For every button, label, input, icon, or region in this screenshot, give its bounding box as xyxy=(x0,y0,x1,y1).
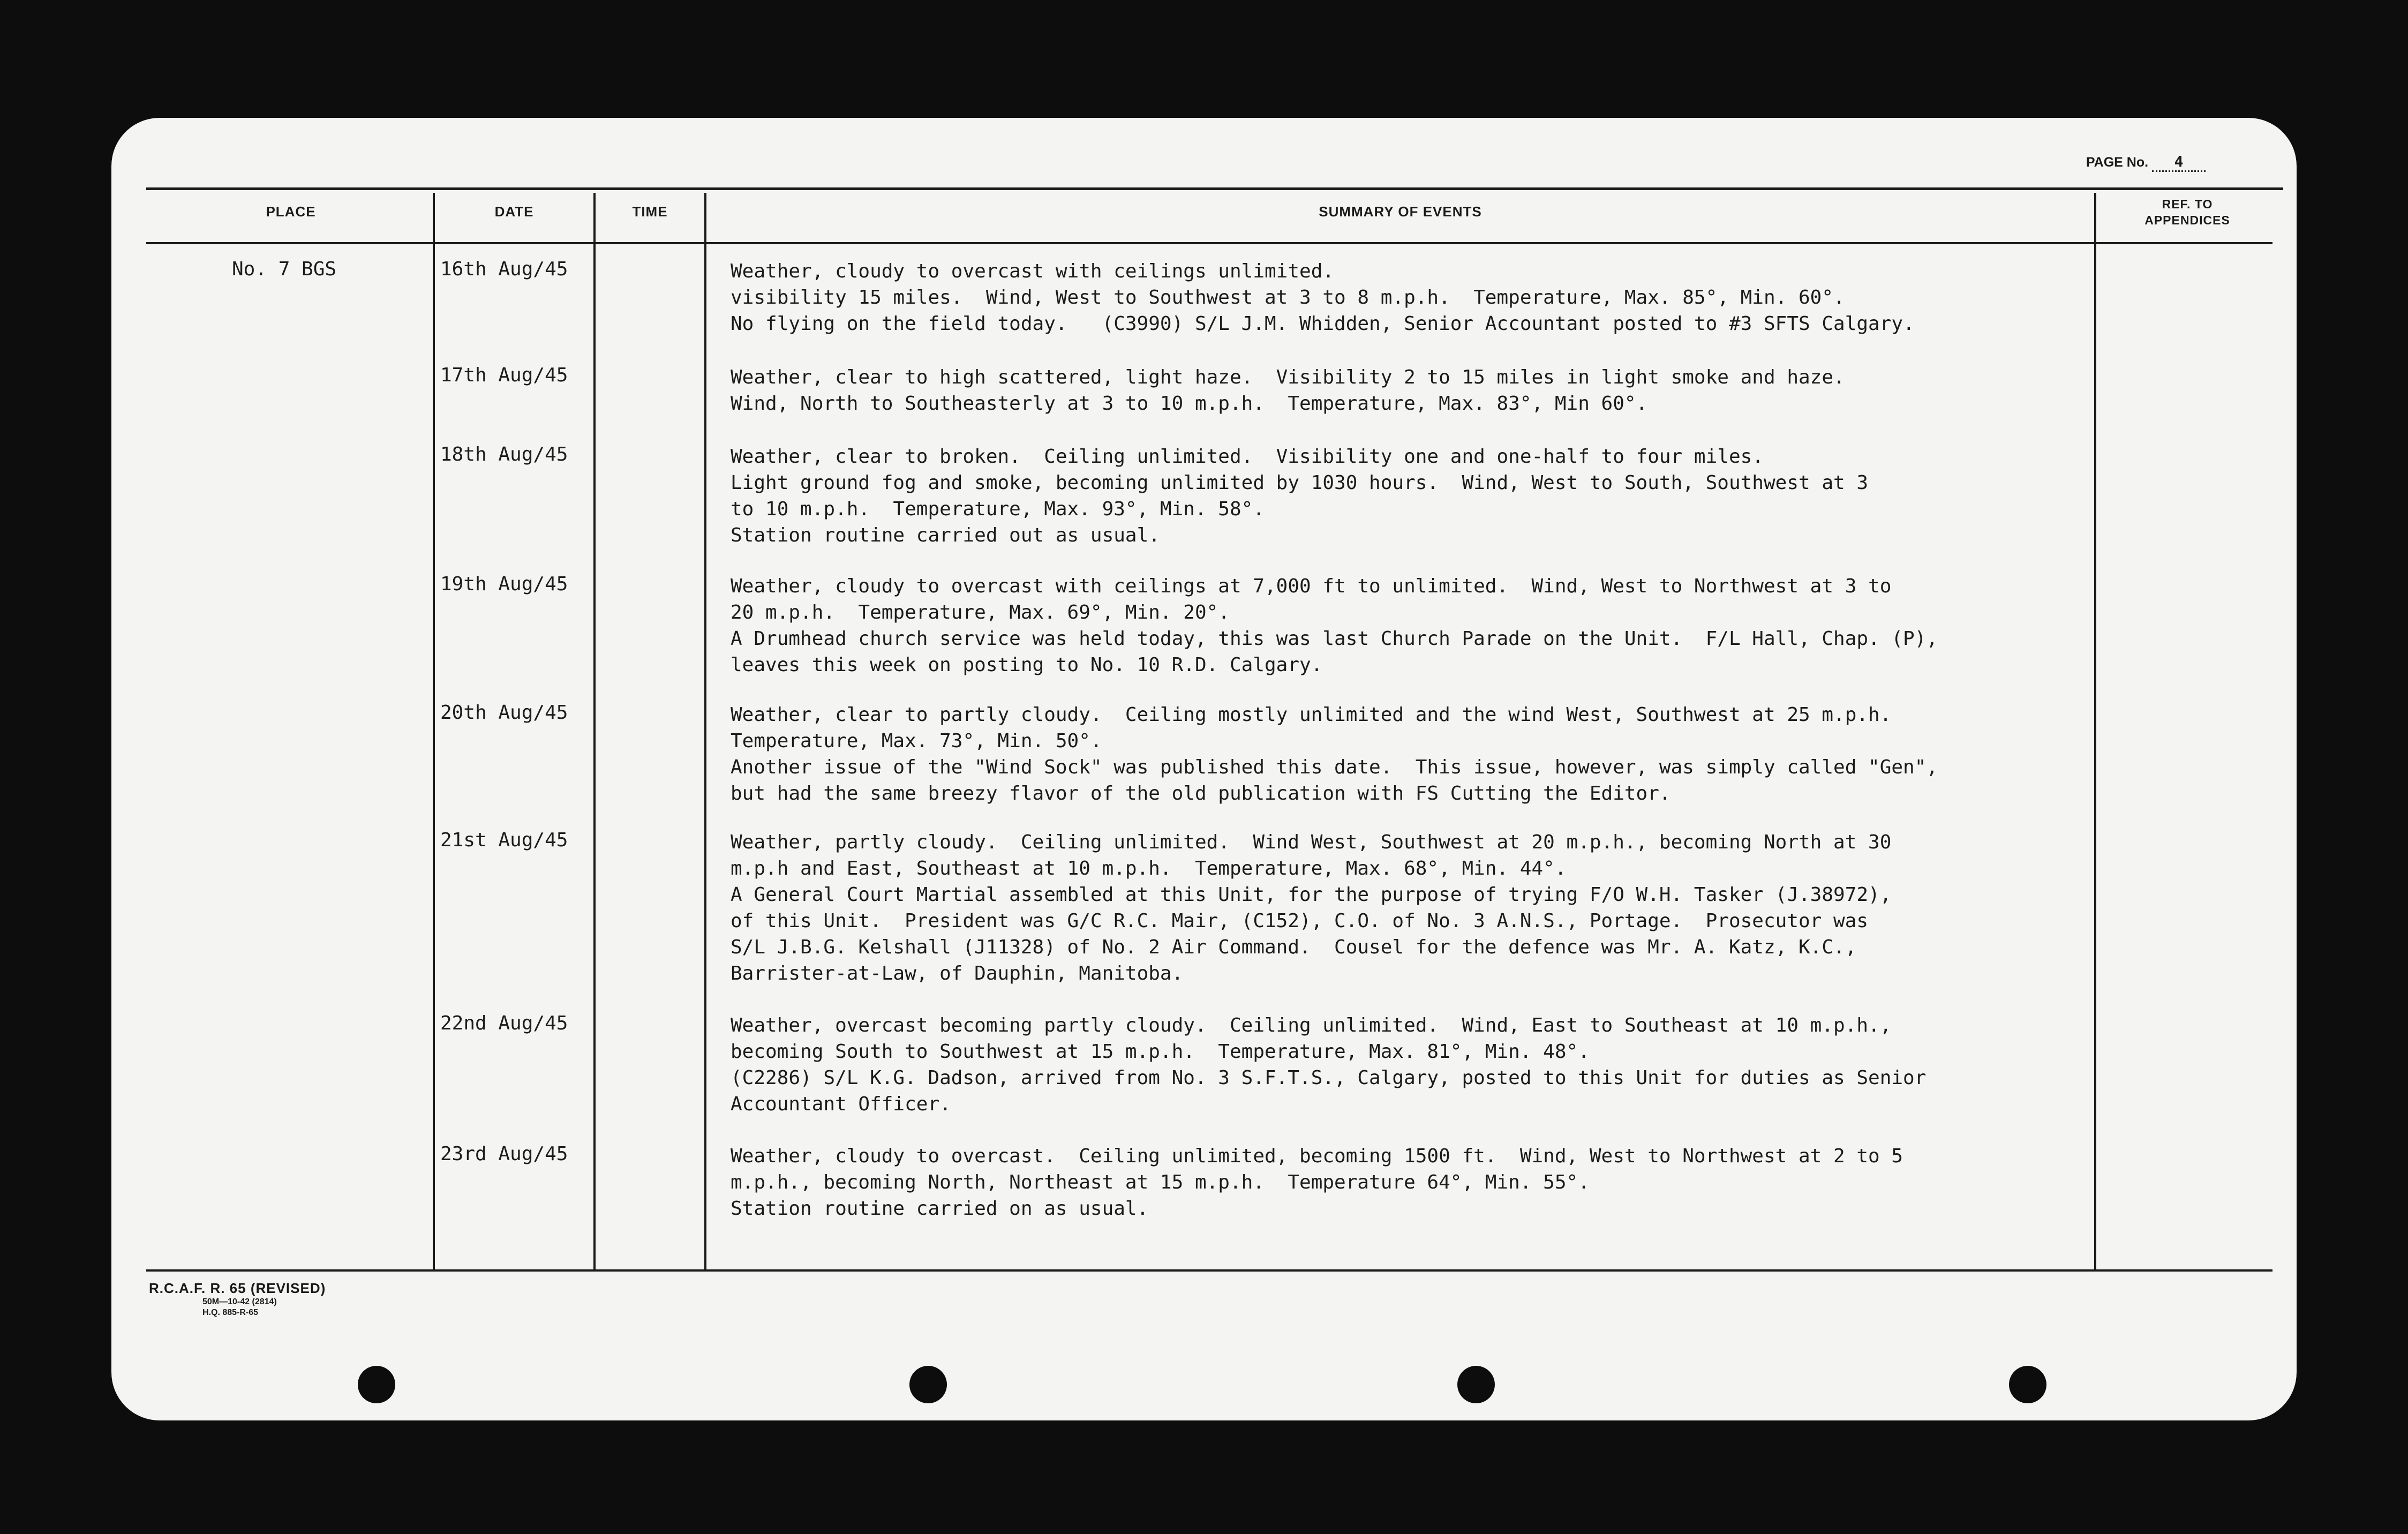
entry-date: 18th Aug/45 xyxy=(440,443,568,465)
entry-date: 17th Aug/45 xyxy=(440,364,568,386)
event-line: but had the same breezy flavor of the old publication with FS Cutting the Editor. xyxy=(731,783,1671,804)
event-line: Weather, cloudy to overcast with ceilings unlimited. xyxy=(731,260,1335,282)
event-line: Barrister-at-Law, of Dauphin, Manitoba. xyxy=(731,962,1184,984)
punch-hole xyxy=(909,1366,947,1403)
event-entry xyxy=(731,1143,2203,1222)
entry-date: 20th Aug/45 xyxy=(440,702,568,724)
event-line: leaves this week on posting to No. 10 R.D. Calgary. xyxy=(731,654,1323,676)
entry-date: 21st Aug/45 xyxy=(440,829,568,851)
event-line: Weather, overcast becoming partly cloudy. Ceiling unlimited. Wind, East to Southeast at 10 m.p.h., xyxy=(731,1014,1892,1036)
event-line: to 10 m.p.h. Temperature, Max. 93°, Min. 58°. xyxy=(731,498,1265,520)
place-value: No. 7 BGS xyxy=(232,258,337,280)
punch-hole xyxy=(358,1366,395,1403)
entry-date: 23rd Aug/45 xyxy=(440,1143,568,1165)
event-line: Station routine carried out as usual. xyxy=(731,524,1160,546)
event-line: S/L J.B.G. Kelshall (J11328) of No. 2 Air Command. Cousel for the defence was Mr. A. Katz, K.C., xyxy=(731,936,1857,958)
form-identifier xyxy=(149,1280,326,1318)
column-header-place: PLACE xyxy=(266,204,316,220)
event-line: Temperature, Max. 73°, Min. 50°. xyxy=(731,730,1102,752)
punch-hole xyxy=(1457,1366,1495,1403)
header-top-rule xyxy=(146,187,2283,190)
event-entry xyxy=(731,258,2203,337)
form-hq-code: H.Q. 885-R-65 xyxy=(202,1308,259,1317)
diary-form-card xyxy=(111,118,2297,1420)
event-line: Weather, cloudy to overcast. Ceiling unlimited, becoming 1500 ft. Wind, West to Northwest at 2 to 5 xyxy=(731,1145,1903,1167)
page-number xyxy=(2086,153,2206,172)
event-line: Weather, clear to high scattered, light haze. Visibility 2 to 15 miles in light smoke and haze. xyxy=(731,366,1845,388)
column-header-ref xyxy=(2096,196,2278,228)
event-line: Station routine carried on as usual. xyxy=(731,1198,1149,1220)
event-entry xyxy=(731,1012,2203,1117)
event-entry xyxy=(731,364,2203,417)
column-header-summary: SUMMARY OF EVENTS xyxy=(1319,204,1482,220)
event-line: Another issue of the "Wind Sock" was published this date. This issue, however, was simply called "Gen", xyxy=(731,756,1938,778)
column-header-time: TIME xyxy=(632,204,668,220)
event-line: visibility 15 miles. Wind, West to Southwest at 3 to 8 m.p.h. Temperature, Max. 85°, Min. 60°. xyxy=(731,287,1845,309)
entry-date: 16th Aug/45 xyxy=(440,258,568,280)
page-number-value: 4 xyxy=(2152,153,2206,172)
page-number-label: PAGE No. xyxy=(2086,155,2149,170)
event-line: No flying on the field today. (C3990) S/L J.M. Whidden, Senior Accountant posted to #3 SFTS Calgary. xyxy=(731,313,1915,335)
rule-time-summary xyxy=(704,193,706,1270)
event-line: Weather, cloudy to overcast with ceilings at 7,000 ft to unlimited. Wind, West to Northwest at 3 to xyxy=(731,575,1892,597)
entry-date: 22nd Aug/45 xyxy=(440,1012,568,1034)
event-entry xyxy=(731,573,2203,678)
event-entry xyxy=(731,443,2203,548)
event-line: of this Unit. President was G/C R.C. Mair, (C152), C.O. of No. 3 A.N.S., Portage. Prosecutor was xyxy=(731,910,1869,932)
event-line: becoming South to Southwest at 15 m.p.h. Temperature, Max. 81°, Min. 48°. xyxy=(731,1041,1590,1063)
event-line: A Drumhead church service was held today, this was last Church Parade on the Unit. F/L Hall, Chap. (P), xyxy=(731,628,1938,650)
column-header-date: DATE xyxy=(494,204,534,220)
event-line: Weather, clear to broken. Ceiling unlimited. Visibility one and one-half to four miles. xyxy=(731,446,1764,468)
header-bottom-rule xyxy=(146,242,2272,244)
ref-header-line1: REF. TO xyxy=(2162,197,2213,211)
event-line: (C2286) S/L K.G. Dadson, arrived from No. 3 S.F.T.S., Calgary, posted to this Unit for duties as Senior xyxy=(731,1067,1927,1089)
event-line: Light ground fog and smoke, becoming unlimited by 1030 hours. Wind, West to South, Southwest at 3 xyxy=(731,472,1869,494)
rule-place-date xyxy=(433,193,435,1270)
event-entry xyxy=(731,829,2203,987)
event-line: Weather, partly cloudy. Ceiling unlimited. Wind West, Southwest at 20 m.p.h., becoming North at 30 xyxy=(731,831,1892,853)
table-bottom-rule xyxy=(146,1269,2272,1272)
punch-hole xyxy=(2009,1366,2046,1403)
event-line: m.p.h and East, Southeast at 10 m.p.h. Temperature, Max. 68°, Min. 44°. xyxy=(731,858,1567,879)
form-print-code: 50M—10-42 (2814) xyxy=(202,1297,277,1306)
event-line: Wind, North to Southeasterly at 3 to 10 m.p.h. Temperature, Max. 83°, Min 60°. xyxy=(731,393,1648,415)
event-line: A General Court Martial assembled at this Unit, for the purpose of trying F/O W.H. Tasker (J.38972), xyxy=(731,884,1892,906)
event-line: Weather, clear to partly cloudy. Ceiling mostly unlimited and the wind West, Southwest at 25 m.p.h. xyxy=(731,704,1892,726)
event-line: Accountant Officer. xyxy=(731,1093,951,1115)
entry-date: 19th Aug/45 xyxy=(440,573,568,595)
event-entry xyxy=(731,702,2203,807)
event-line: 20 m.p.h. Temperature, Max. 69°, Min. 20°. xyxy=(731,601,1230,623)
event-line: m.p.h., becoming North, Northeast at 15 m.p.h. Temperature 64°, Min. 55°. xyxy=(731,1171,1590,1193)
ref-header-line2: APPENDICES xyxy=(2144,213,2230,227)
rule-date-time xyxy=(593,193,596,1270)
form-number: R.C.A.F. R. 65 (REVISED) xyxy=(149,1280,326,1296)
